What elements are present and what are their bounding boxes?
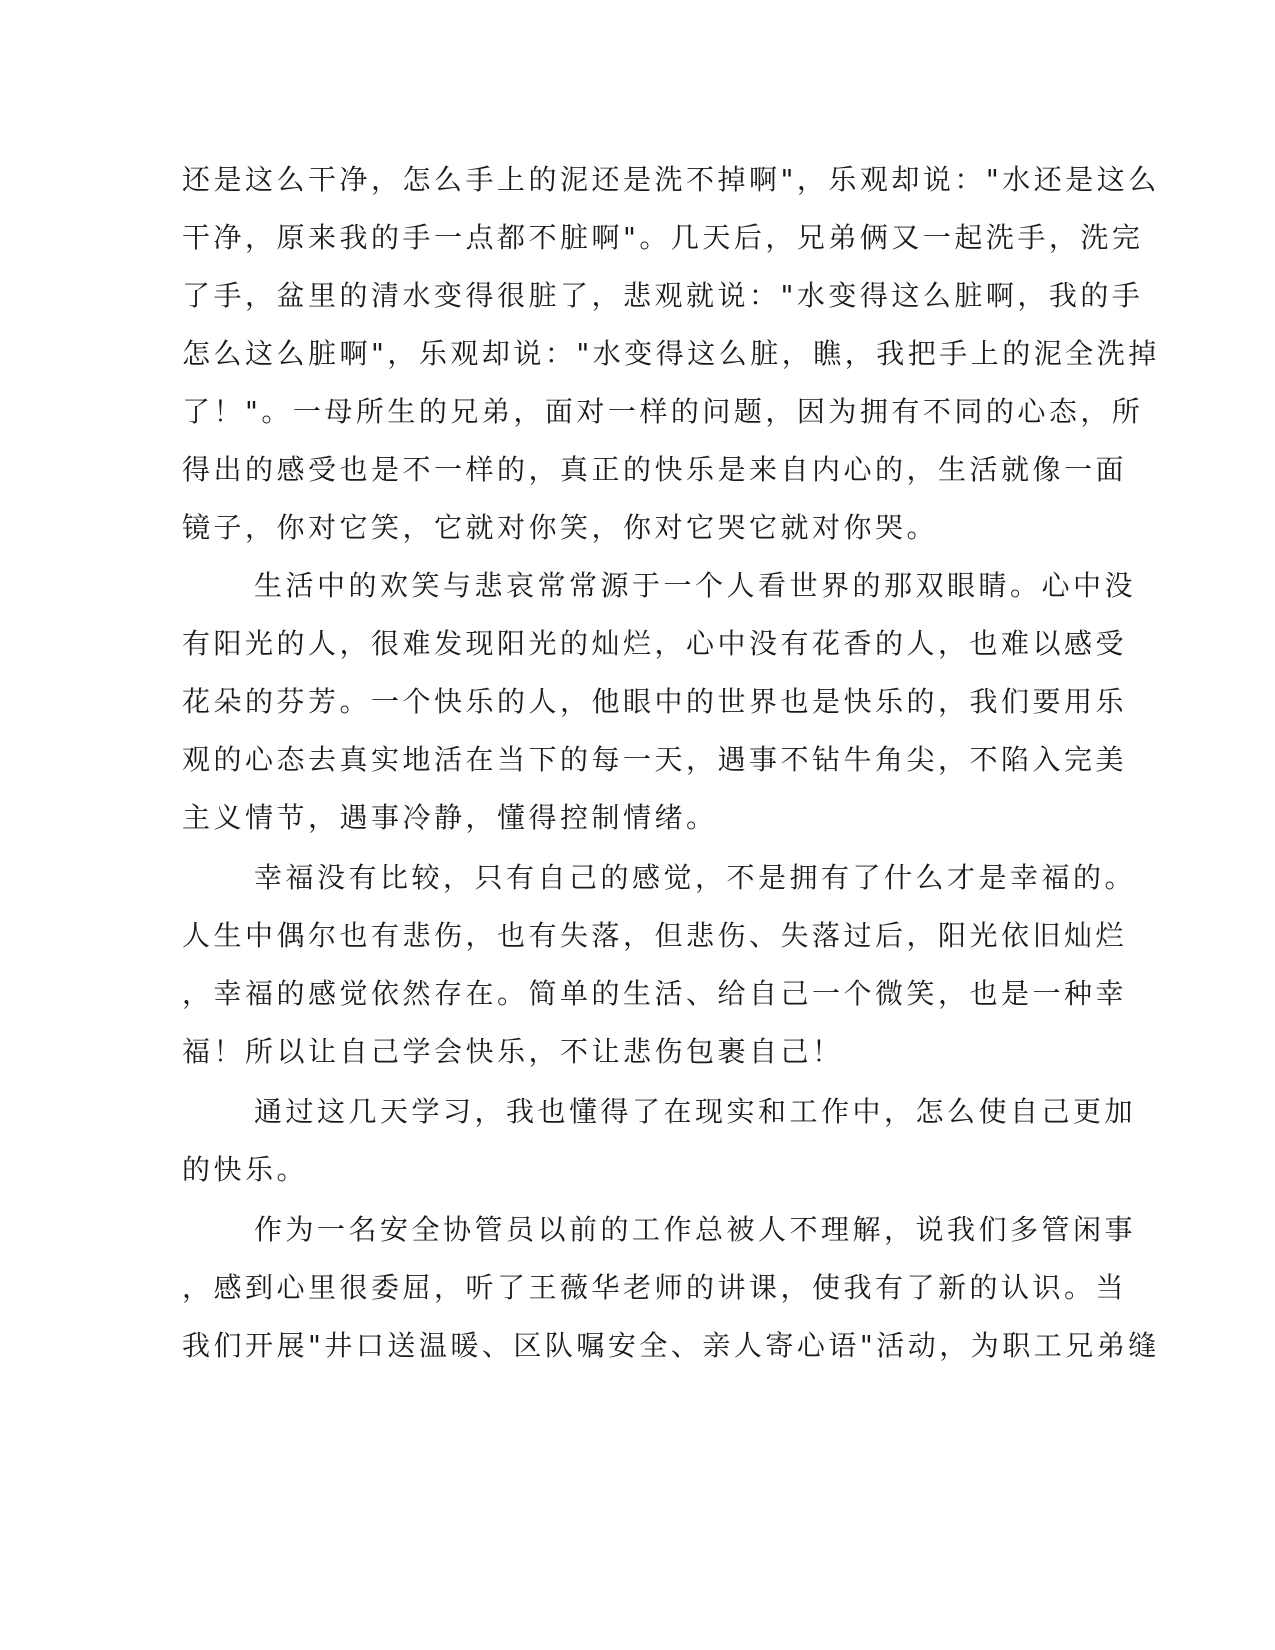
paragraph-first-line: 作为一名安全协管员以前的工作总被人不理解，说我们多管闲事 <box>254 1213 1137 1246</box>
text-line: 镜子，你对它笑，它就对你笑，你对它哭它就对你哭。 <box>182 511 939 544</box>
text-line: ，幸福的感觉依然存在。简单的生活、给自己一个微笑，也是一种幸 <box>182 977 1128 1010</box>
text-line: 的快乐。 <box>182 1153 309 1186</box>
text-line: 干净，原来我的手一点都不脏啊"。几天后，兄弟俩又一起洗手，洗完 <box>182 221 1144 254</box>
text-line: 花朵的芬芳。一个快乐的人，他眼中的世界也是快乐的，我们要用乐 <box>182 685 1128 718</box>
text-line: 了！"。一母所生的兄弟，面对一样的问题，因为拥有不同的心态，所 <box>182 395 1144 428</box>
text-line: 有阳光的人，很难发现阳光的灿烂，心中没有花香的人，也难以感受 <box>182 627 1128 660</box>
text-line: 主义情节，遇事冷静，懂得控制情绪。 <box>182 801 718 834</box>
text-line: 我们开展"井口送温暖、区队嘱安全、亲人寄心语"活动，为职工兄弟缝 <box>182 1329 1160 1362</box>
text-line: 观的心态去真实地活在当下的每一天，遇事不钻牛角尖，不陷入完美 <box>182 743 1128 776</box>
paragraph-first-line: 幸福没有比较，只有自己的感觉，不是拥有了什么才是幸福的。 <box>254 861 1137 894</box>
text-line: 怎么这么脏啊"，乐观却说："水变得这么脏，瞧，我把手上的泥全洗掉 <box>182 337 1160 370</box>
text-line: 还是这么干净，怎么手上的泥还是洗不掉啊"，乐观却说："水还是这么 <box>182 163 1160 196</box>
text-line: 人生中偶尔也有悲伤，也有失落，但悲伤、失落过后，阳光依旧灿烂 <box>182 919 1128 952</box>
text-line: 得出的感受也是不一样的，真正的快乐是来自内心的，生活就像一面 <box>182 453 1128 486</box>
text-line: ，感到心里很委屈，听了王薇华老师的讲课，使我有了新的认识。当 <box>182 1271 1128 1304</box>
text-line: 了手，盆里的清水变得很脏了，悲观就说："水变得这么脏啊，我的手 <box>182 279 1144 312</box>
text-line: 福！所以让自己学会快乐，不让悲伤包裹自己！ <box>182 1035 844 1068</box>
paragraph-first-line: 通过这几天学习，我也懂得了在现实和工作中，怎么使自己更加 <box>254 1095 1137 1128</box>
paragraph-first-line: 生活中的欢笑与悲哀常常源于一个人看世界的那双眼睛。心中没 <box>254 569 1137 602</box>
